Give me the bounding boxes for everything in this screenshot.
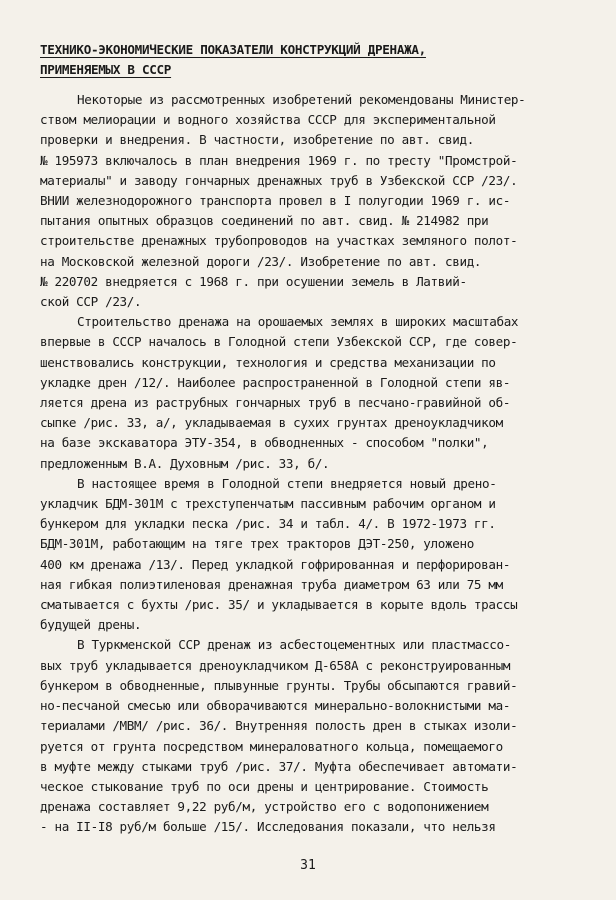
text-line: ВНИИ железнодорожного транспорта провел в I полугодии 1969 г. ис- xyxy=(40,193,511,209)
heading-line: ПРИМЕНЯЕМЫХ В СССР xyxy=(40,62,172,77)
paragraph xyxy=(40,474,566,636)
text-line: предложенным В.А. Духовным /рис. 33, б/. xyxy=(40,455,330,471)
page-number: 31 xyxy=(300,858,316,873)
text-line: пытания опытных образцов соединений по авт. свид. № 214982 при xyxy=(40,213,489,229)
text-line: сыпке /рис. 33, а/, укладываемая в сухих грунтах дреноукладчиком xyxy=(40,415,503,431)
text-line: шенствовались конструкции, технология и средства механизации по xyxy=(40,354,496,370)
text-line: но-песчаной смесью или обворачиваются минерально-волокнистыми ма- xyxy=(40,698,511,714)
text-line: строительстве дренажных трубопроводов на участках земляного полот- xyxy=(40,233,518,249)
text-line: ческое стыкование труб по оси дрены и центрирование. Стоимость xyxy=(40,778,489,794)
text-line: ная гибкая полиэтиленовая дренажная труба диаметром 63 или 75 мм xyxy=(40,576,503,592)
text-line: на базе экскаватора ЭТУ-354, в обводненных - способом "полки", xyxy=(40,435,489,451)
text-line: 400 км дренажа /13/. Перед укладкой гофрированная и перфорирован- xyxy=(40,556,511,572)
text-line: № 195973 включалось в план внедрения 1969 г. по тресту "Промстрой- xyxy=(40,152,518,168)
text-line: проверки и внедрения. В частности, изобретение по авт. свид. xyxy=(40,132,474,148)
text-line: Строительство дренажа на орошаемых землях в широких масштабах xyxy=(77,314,519,330)
text-line: сматывается с бухты /рис. 35/ и укладывается в корыте вдоль трассы xyxy=(40,597,518,613)
text-line: дренажа составляет 9,22 руб/м, устройство его с водопонижением xyxy=(40,799,489,815)
paragraph xyxy=(40,635,566,837)
text-line: БДМ-301М, работающим на тяге трех тракторов ДЭТ-250, уложено xyxy=(40,536,474,552)
text-line: впервые в СССР началось в Голодной степи Узбекской ССР, где совер- xyxy=(40,334,518,350)
text-line: в муфте между стыками труб /рис. 37/. Муфта обеспечивает автомати- xyxy=(40,758,518,774)
text-line: бункером в обводненные, плывунные грунты. Трубы обсыпаются гравий- xyxy=(40,677,518,693)
text-line: на Московской железной дороги /23/. Изобретение по авт. свид. xyxy=(40,253,482,269)
text-line: № 220702 внедряется с 1968 г. при осушении земель в Латвий- xyxy=(40,273,467,289)
text-line: ляется дрена из раструбных гончарных труб в песчано-гравийной об- xyxy=(40,395,511,411)
text-line: руется от грунта посредством минераловатного кольца, помещаемого xyxy=(40,738,503,754)
text-line: вых труб укладывается дреноукладчиком Д-658А с реконструированным xyxy=(40,657,511,673)
body-text xyxy=(40,90,566,838)
text-line: укладчик БДМ-301М с трехступенчатым пассивным рабочим органом и xyxy=(40,496,496,512)
text-line: укладке дрен /12/. Наиболее распространенной в Голодной степи яв- xyxy=(40,374,511,390)
text-line: материалы" и заводу гончарных дренажных труб в Узбекской ССР /23/. xyxy=(40,172,518,188)
paragraph xyxy=(40,312,566,474)
paragraph xyxy=(40,90,566,312)
text-line: - на II-I8 руб/м больше /15/. Исследования показали, что нельзя xyxy=(40,819,496,835)
text-line: В Туркменской ССР дренаж из асбестоцементных или пластмассо- xyxy=(77,637,511,653)
text-line: бункером для укладки песка /рис. 34 и табл. 4/. В 1972-1973 гг. xyxy=(40,516,496,532)
text-line: будущей дрены. xyxy=(40,617,142,633)
text-line: Некоторые из рассмотренных изобретений рекомендованы Министер- xyxy=(77,92,526,107)
text-line: териалами /МВМ/ /рис. 36/. Внутренняя полость дрен в стыках изоли- xyxy=(40,718,518,734)
text-line: В настоящее время в Голодной степи внедряется новый дрено- xyxy=(77,475,497,491)
text-line: ской ССР /23/. xyxy=(40,294,142,310)
text-line: ством мелиорации и водного хозяйства СССР для экспериментальной xyxy=(40,112,496,128)
section-heading xyxy=(40,40,566,80)
heading-line: ТЕХНИКО-ЭКОНОМИЧЕСКИЕ ПОКАЗАТЕЛИ КОНСТРУКЦИЙ ДРЕНАЖА, xyxy=(40,42,426,57)
